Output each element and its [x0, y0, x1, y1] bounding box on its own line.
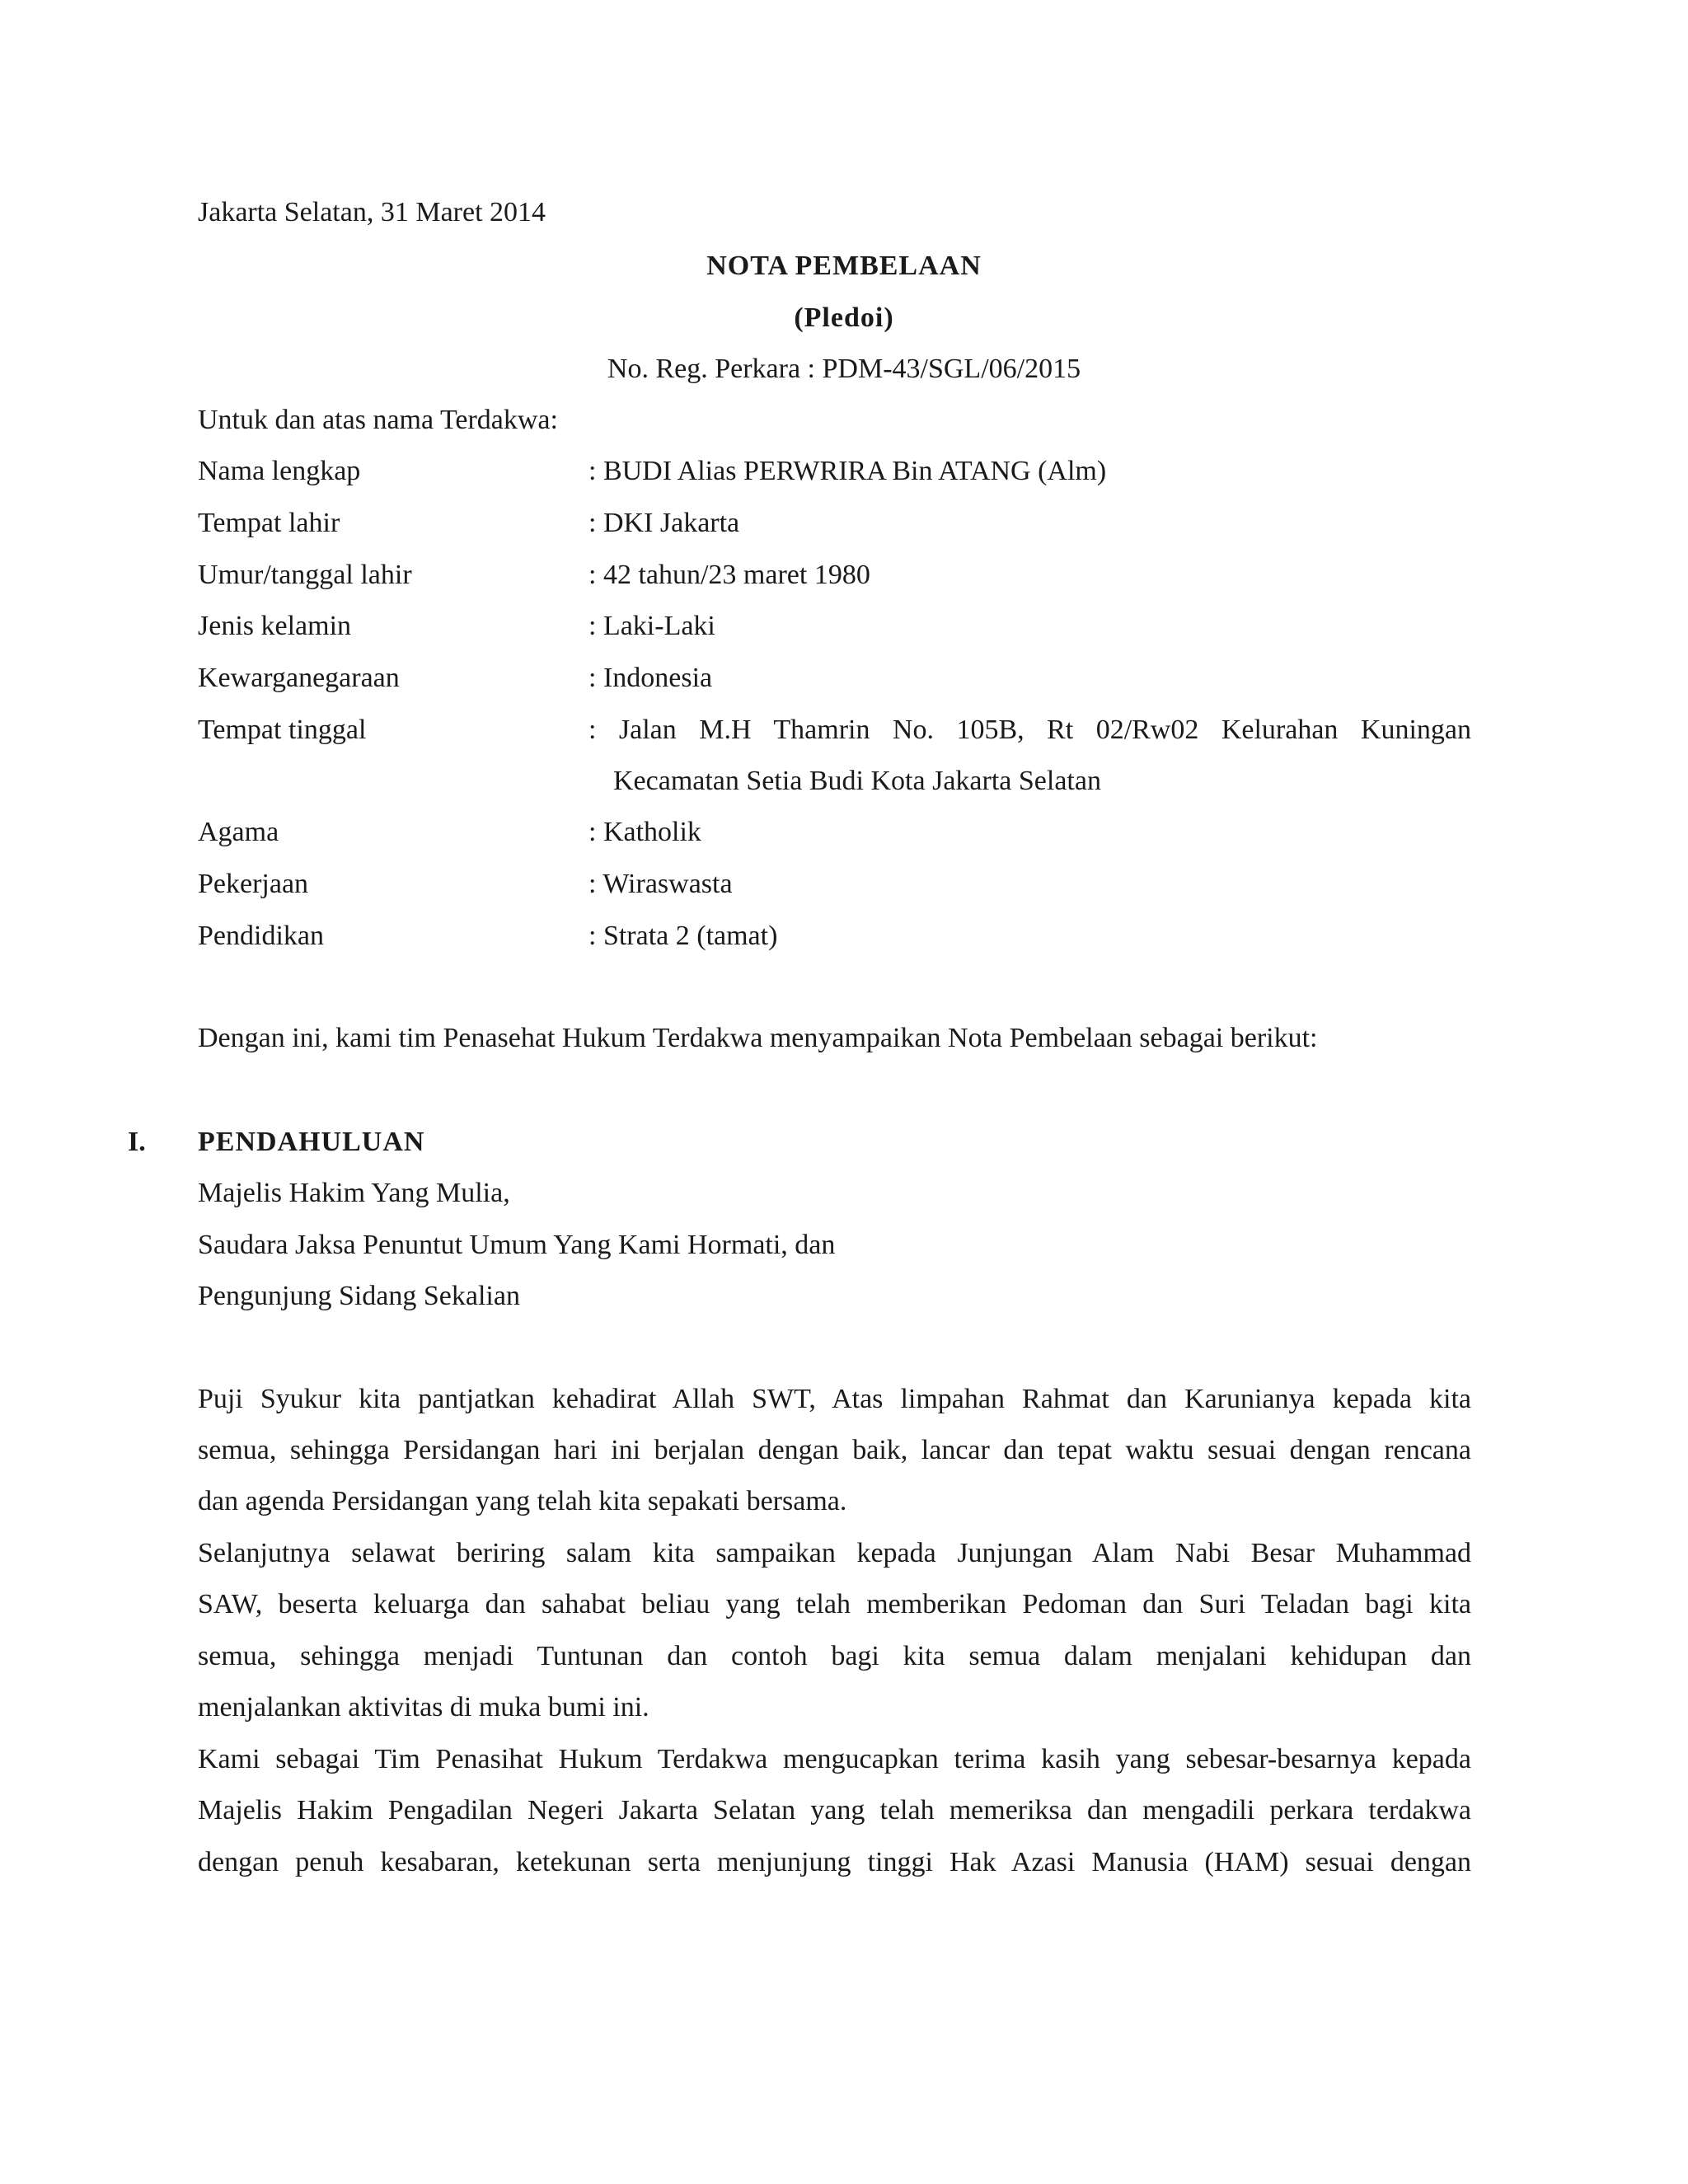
field-value: : Strata 2 (tamat) — [588, 921, 778, 951]
paragraph-line: Selanjutnya selawat beriring salam kita sampaikan kepada Junjungan Alam Nabi Besar Muhammad — [198, 1538, 1471, 1568]
paragraph-line: semua, sehingga menjadi Tuntunan dan contoh bagi kita semua dalam menjalani kehidupan dan — [198, 1641, 1471, 1671]
greeting-line: Majelis Hakim Yang Mulia, — [198, 1178, 510, 1208]
greeting-line: Pengunjung Sidang Sekalian — [198, 1281, 520, 1311]
greeting-line: Saudara Jaksa Penuntut Umum Yang Kami Hormati, dan — [198, 1230, 836, 1260]
field-value-continued: Kecamatan Setia Budi Kota Jakarta Selatan — [613, 766, 1101, 796]
document-title: NOTA PEMBELAAN — [706, 251, 982, 281]
section-number: I. — [128, 1127, 146, 1157]
paragraph-line: Majelis Hakim Pengadilan Negeri Jakarta Selatan yang telah memeriksa dan mengadili perkara terdakwa — [198, 1795, 1471, 1825]
place-date: Jakarta Selatan, 31 Maret 2014 — [198, 197, 546, 227]
field-label: Kewarganegaraan — [198, 663, 400, 693]
field-value: : Indonesia — [588, 663, 713, 693]
field-value: : Laki-Laki — [588, 611, 715, 641]
field-value: : Wiraswasta — [588, 869, 733, 899]
field-value: : Jalan M.H Thamrin No. 105B, Rt 02/Rw02 Kelurahan Kuningan — [588, 715, 1471, 745]
field-label: Tempat lahir — [198, 508, 340, 538]
field-label: Tempat tinggal — [198, 715, 367, 745]
document-subtitle: (Pledoi) — [794, 302, 894, 333]
field-label: Pendidikan — [198, 921, 324, 951]
paragraph-line: SAW, beserta keluarga dan sahabat beliau yang telah memberikan Pedoman dan Suri Teladan bagi kita — [198, 1589, 1471, 1619]
field-label: Jenis kelamin — [198, 611, 352, 641]
section-title: PENDAHULUAN — [198, 1127, 425, 1157]
field-label: Umur/tanggal lahir — [198, 560, 412, 590]
paragraph-line: dan agenda Persidangan yang telah kita sepakati bersama. — [198, 1486, 847, 1516]
field-value: : Katholik — [588, 817, 701, 847]
paragraph-line: menjalankan aktivitas di muka bumi ini. — [198, 1692, 649, 1722]
paragraph-line: dengan penuh kesabaran, ketekunan serta menjunjung tinggi Hak Azasi Manusia (HAM) sesuai dengan — [198, 1847, 1471, 1877]
field-label: Agama — [198, 817, 279, 847]
field-label: Pekerjaan — [198, 869, 309, 899]
statement-text: Dengan ini, kami tim Penasehat Hukum Terdakwa menyampaikan Nota Pembelaan sebagai berikut: — [198, 1023, 1318, 1053]
field-value: : 42 tahun/23 maret 1980 — [588, 560, 870, 590]
paragraph-line: Puji Syukur kita pantjatkan kehadirat Allah SWT, Atas limpahan Rahmat dan Karunianya kepada kita — [198, 1384, 1471, 1414]
paragraph-line: semua, sehingga Persidangan hari ini berjalan dengan baik, lancar dan tepat waktu sesuai dengan rencana — [198, 1435, 1471, 1465]
defendant-intro: Untuk dan atas nama Terdakwa: — [198, 405, 558, 435]
field-value: : BUDI Alias PERWRIRA Bin ATANG (Alm) — [588, 456, 1107, 486]
case-register-number: No. Reg. Perkara : PDM-43/SGL/06/2015 — [607, 354, 1081, 384]
paragraph-line: Kami sebagai Tim Penasihat Hukum Terdakwa mengucapkan terima kasih yang sebesar-besarnya kepada — [198, 1744, 1471, 1774]
field-label: Nama lengkap — [198, 456, 361, 486]
field-value: : DKI Jakarta — [588, 508, 740, 538]
